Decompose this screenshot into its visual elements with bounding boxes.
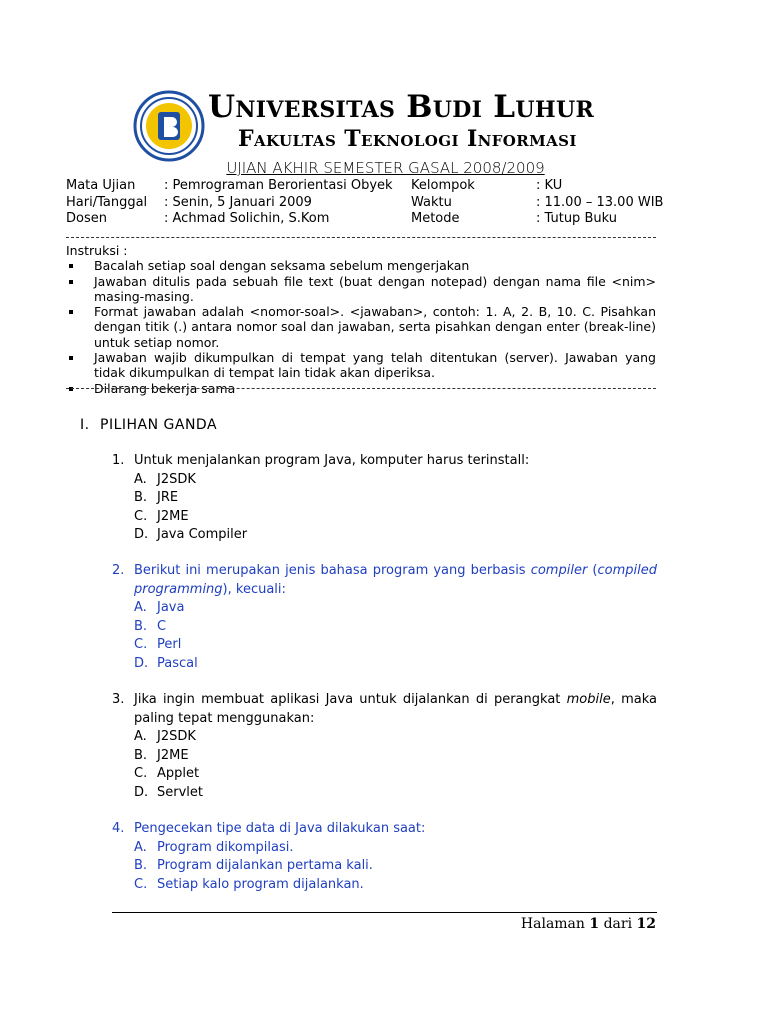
question-emphasis: compiled programming: [134, 563, 657, 597]
question-text: [112, 691, 657, 728]
option-letter: B.: [134, 490, 148, 505]
instruction-item: Jawaban wajib dikumpulkan di tempat yang telah ditentukan (server). Jawaban yang tidak dikumpulkan di tempat lain tidak akan diperiksa.: [66, 350, 656, 381]
info-label: Kelompok: [411, 178, 475, 193]
option-letter: A.: [134, 729, 147, 744]
info-row: [66, 194, 676, 211]
option-letter: C.: [134, 637, 148, 652]
instructions-heading: Instruksi :: [66, 243, 128, 258]
instruction-item: Bacalah setiap soal dengan seksama sebelum mengerjakan: [66, 258, 656, 273]
question-stem: (: [587, 563, 598, 578]
footer-prefix: Halaman: [520, 916, 590, 932]
instruction-item: Format jawaban adalah <nomor-soal>. <jawaban>, contoh: 1. A, 2. B, 10. C. Pisahkan dengan titik (.) antara nomor soal dan jawaban, serta pisahkan dengan enter (break-line) untuk setiap nomor.: [66, 304, 656, 350]
info-value: : Senin, 5 Januari 2009: [164, 194, 312, 210]
question-stem: Berikut ini merupakan jenis bahasa program yang berbasis: [134, 563, 531, 578]
info-value: : 11.00 – 13.00 WIB: [536, 194, 664, 210]
option-letter: A.: [134, 600, 147, 615]
instruction-item: Jawaban ditulis pada sebuah file text (buat dengan notepad) dengan nama file <nim> masing-masing.: [66, 274, 656, 305]
question-text: [112, 820, 657, 839]
info-label: Hari/Tanggal: [66, 194, 148, 210]
option: [112, 876, 657, 895]
question-number: 4.: [112, 821, 125, 836]
option-text: Java Compiler: [157, 527, 248, 542]
option-letter: C.: [134, 876, 148, 892]
option-text: Java: [157, 600, 185, 615]
question-emphasis: compiler: [530, 563, 588, 578]
info-row: [66, 177, 676, 194]
footer-rule: [112, 912, 657, 913]
option-letter: D.: [134, 655, 149, 671]
option-letter: C.: [134, 508, 148, 524]
info-value: : Pemrograman Berorientasi Obyek: [164, 178, 393, 193]
option-text: Servlet: [157, 784, 203, 800]
info-label: Metode: [411, 211, 460, 226]
option-text: Program dikompilasi.: [157, 839, 294, 855]
option: [112, 765, 657, 784]
question-stem: Jika ingin membuat aplikasi Java untuk dijalankan di perangkat: [134, 692, 567, 707]
option: [112, 599, 657, 618]
question-stem: Untuk menjalankan program Java, komputer harus terinstall:: [134, 453, 530, 468]
option-text: C: [157, 618, 167, 634]
option-text: Pascal: [157, 655, 198, 671]
option-text: JRE: [157, 490, 179, 505]
question-stem: ), kecuali:: [222, 581, 286, 597]
option: [112, 489, 657, 508]
question-text: [112, 452, 657, 471]
info-label: Dosen: [66, 211, 107, 226]
logo-emblem-icon: [133, 90, 205, 162]
info-value: : Achmad Solichin, S.Kom: [164, 211, 330, 226]
university-name: Universitas Budi Luhur: [208, 89, 595, 125]
question-emphasis: mobile: [566, 692, 611, 707]
option: [112, 636, 657, 655]
question: [112, 562, 657, 673]
divider: [66, 388, 656, 389]
option-letter: B.: [134, 747, 148, 763]
info-label: Mata Ujian: [66, 178, 136, 193]
option: [112, 747, 657, 766]
info-value: : Tutup Buku: [536, 211, 617, 226]
option-letter: A.: [134, 839, 147, 855]
question-number: 3.: [112, 692, 125, 707]
option: [112, 857, 657, 876]
question-number: 2.: [112, 563, 125, 578]
option-text: J2ME: [157, 747, 189, 763]
faculty-name: Fakultas Teknologi Informasi: [238, 126, 577, 152]
footer-middle: dari: [599, 916, 637, 932]
section-number: I.: [80, 417, 90, 433]
option-text: Program dijalankan pertama kali.: [157, 858, 373, 873]
option-letter: D.: [134, 527, 149, 542]
page-total: 12: [636, 916, 656, 932]
divider: [66, 237, 656, 238]
question-stem: Pengecekan tipe data di Java dilakukan saat:: [134, 821, 426, 836]
section-heading: [80, 416, 217, 434]
option: [112, 728, 657, 747]
option: [112, 784, 657, 803]
info-value: : KU: [536, 178, 563, 193]
option-text: J2ME: [157, 508, 189, 524]
section-title: PILIHAN GANDA: [100, 417, 218, 433]
question-text: [112, 562, 657, 599]
question: [112, 820, 657, 894]
instructions-list: [66, 258, 656, 396]
exam-title: UJIAN AKHIR SEMESTER GASAL 2008/2009: [226, 159, 545, 177]
option-text: J2SDK: [157, 729, 196, 744]
option: [112, 526, 657, 545]
option-letter: D.: [134, 784, 149, 800]
option-letter: A.: [134, 471, 147, 487]
option-letter: B.: [134, 858, 148, 873]
option: [112, 471, 657, 490]
question-number: 1.: [112, 453, 125, 468]
page-footer: [430, 914, 656, 934]
instruction-item: Dilarang bekerja sama: [66, 381, 656, 396]
option-text: J2SDK: [157, 471, 196, 487]
page-number: 1: [589, 916, 600, 932]
option: [112, 655, 657, 674]
question-stem: , maka paling tepat menggunakan:: [134, 692, 657, 726]
university-logo: [133, 90, 205, 162]
option-text: Setiap kalo program dijalankan.: [157, 876, 364, 892]
option-text: Applet: [157, 766, 200, 781]
option-letter: B.: [134, 618, 148, 634]
option-text: Perl: [157, 637, 182, 652]
option: [112, 618, 657, 637]
exam-info: [66, 177, 676, 227]
question: [112, 691, 657, 802]
info-row: [66, 210, 676, 227]
option: [112, 508, 657, 527]
info-label: Waktu: [411, 194, 452, 210]
question: [112, 452, 657, 545]
option-letter: C.: [134, 766, 148, 781]
option: [112, 839, 657, 858]
instructions: [66, 243, 656, 396]
